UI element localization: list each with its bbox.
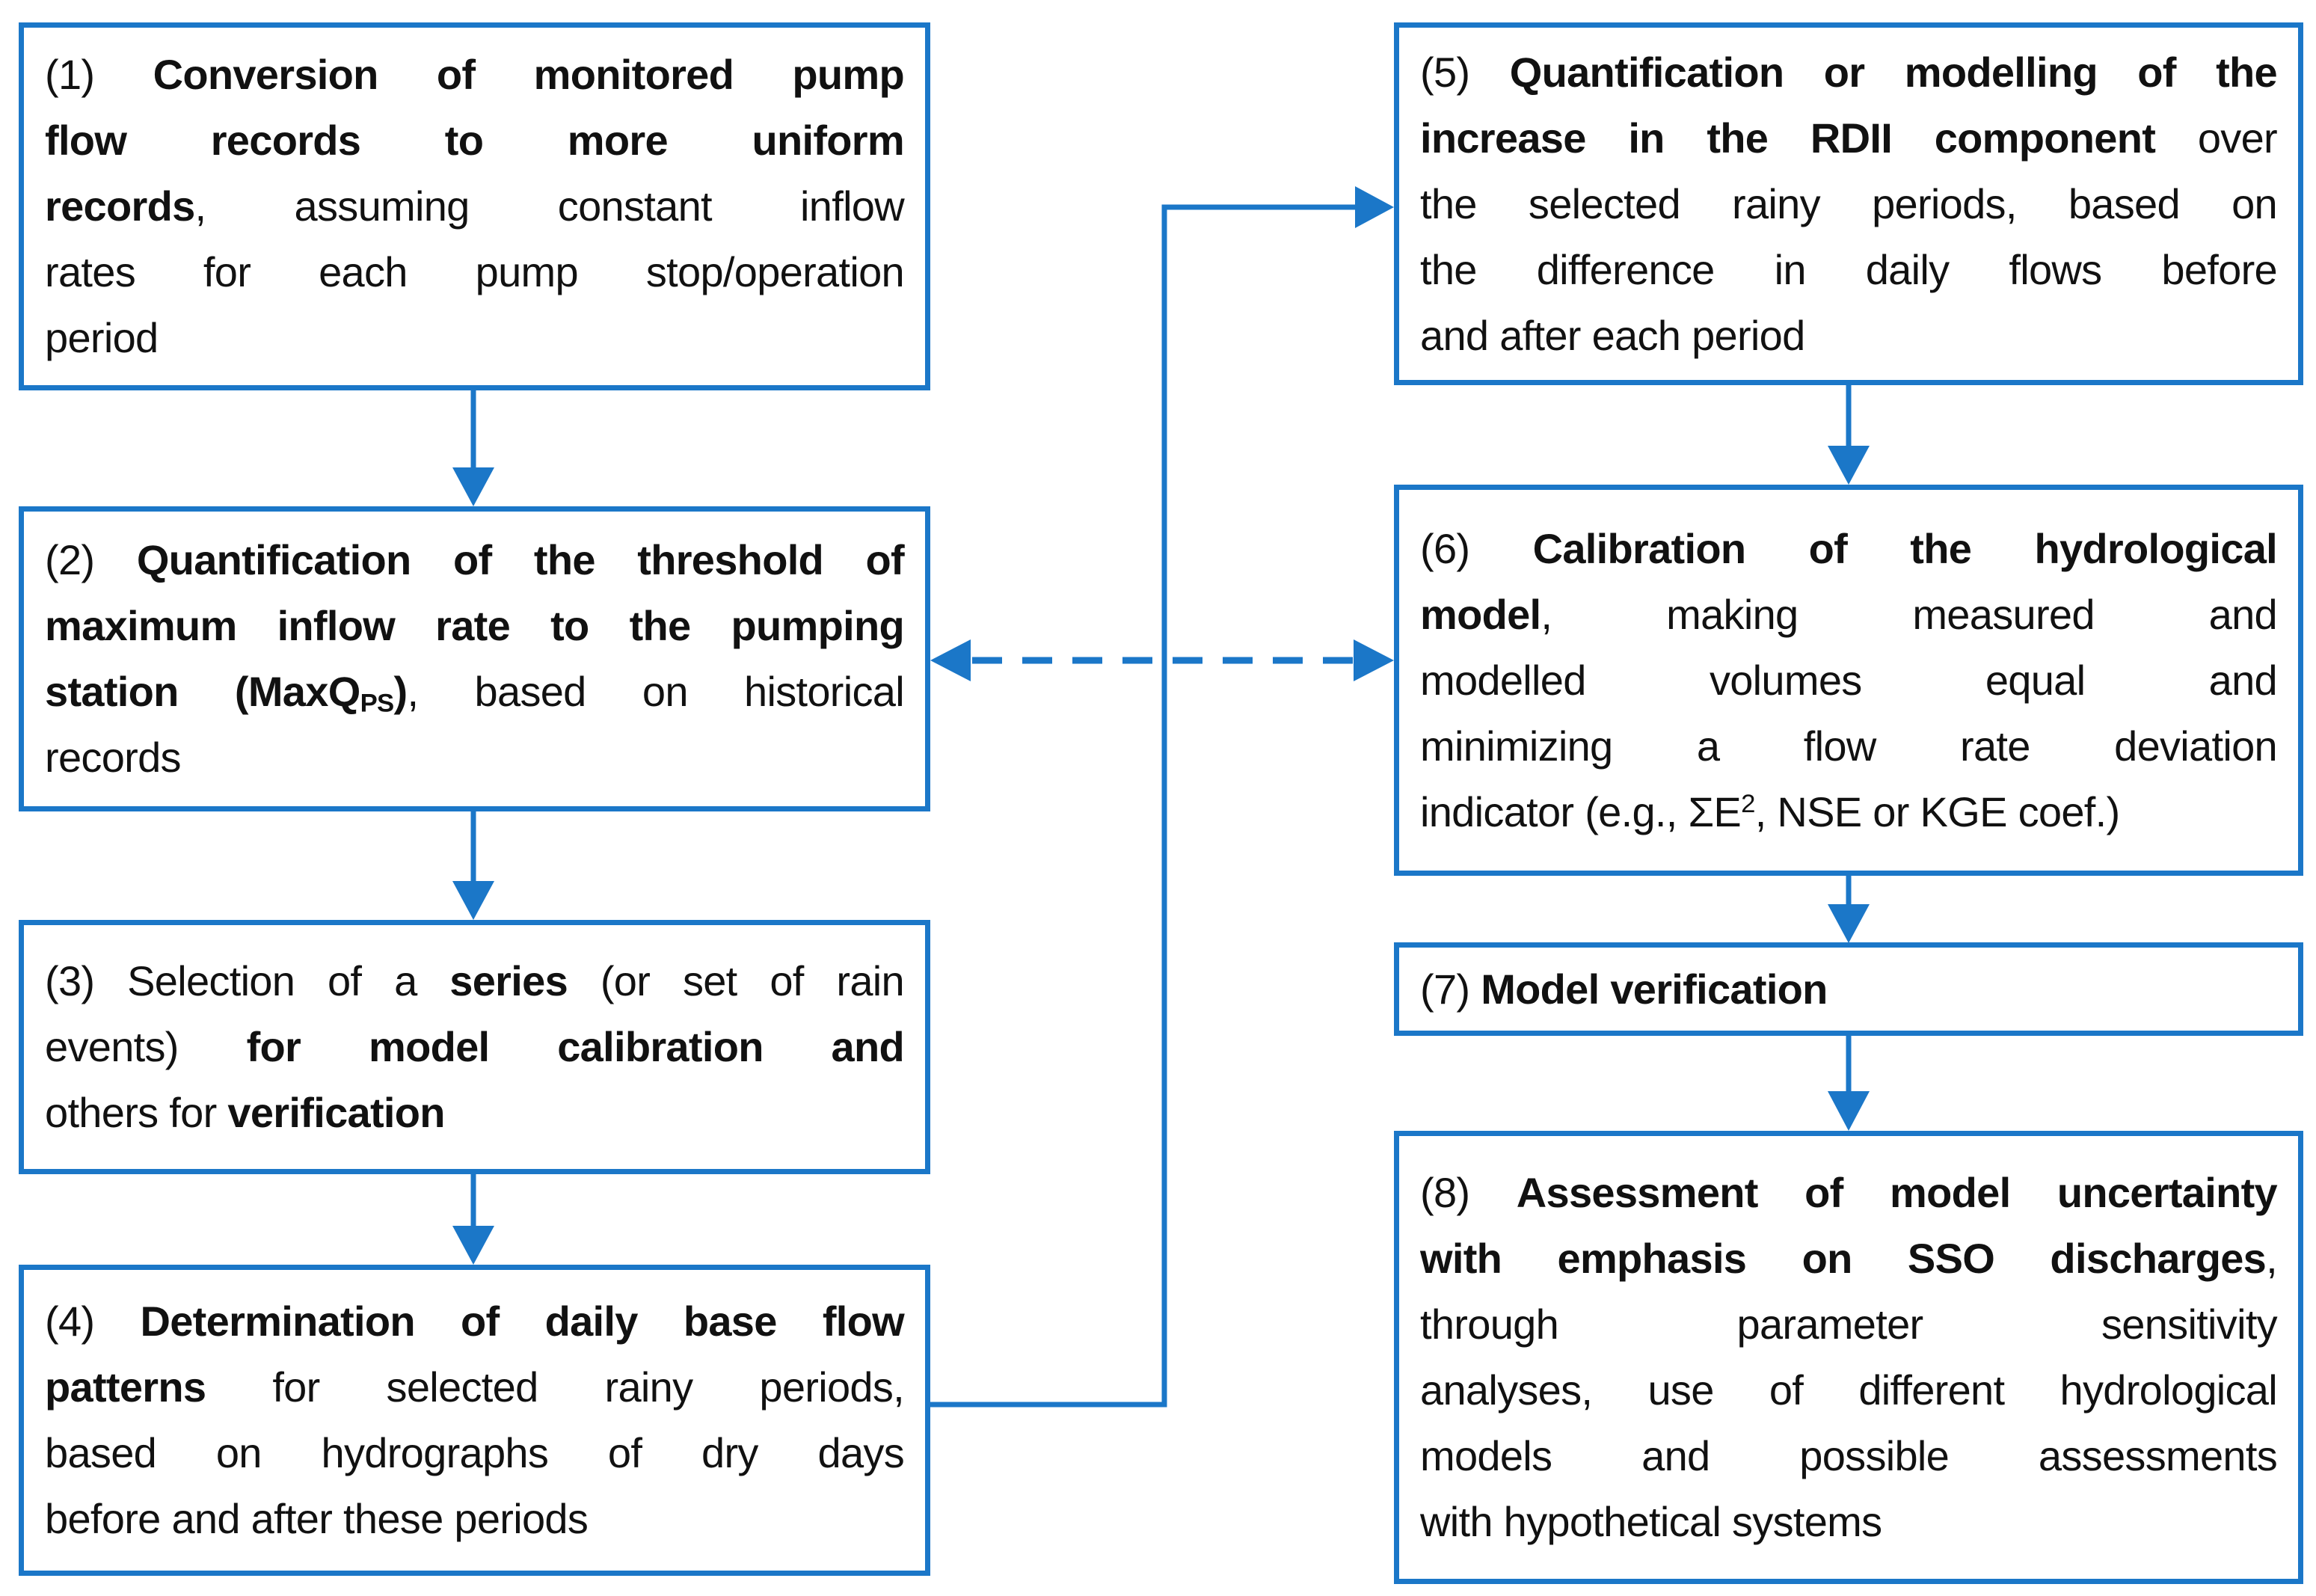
flow-box-step-7 — [1394, 942, 2303, 1036]
text-line: through parameter sensitivity — [1420, 1301, 2277, 1348]
text-line: period — [45, 314, 159, 361]
text-line: indicator (e.g., $\Sigma E^2$, NSE or KGE coef.) — [1420, 788, 2120, 835]
text-line: the difference in daily flows before — [1420, 245, 2277, 293]
flow-box-step-3 — [19, 920, 930, 1174]
arrow-down-icon — [452, 1226, 494, 1265]
text-line: flow records to more uniform — [45, 117, 904, 164]
text-line: (6) Calibration of the hydrological — [1420, 524, 2277, 572]
arrow-step2-to-step3 — [452, 811, 494, 920]
flow-box-step-6 — [1394, 485, 2303, 876]
text-line: model, making measured and — [1420, 590, 2277, 638]
text-line: records, assuming constant inflow — [45, 182, 904, 230]
text-line: others for verification — [45, 1089, 445, 1136]
arrow-left-icon — [930, 639, 971, 681]
arrow-right-icon — [1355, 186, 1394, 228]
arrow-down-icon — [1828, 1091, 1870, 1131]
flow-box-step-8 — [1394, 1131, 2303, 1584]
arrow-down-icon — [1828, 446, 1870, 485]
arrow-step4-to-step5 — [928, 186, 1394, 1405]
text-line: increase in the RDII component over — [1420, 114, 2277, 162]
text-line: the selected rainy periods, based on — [1420, 179, 2277, 227]
text-line: minimizing a flow rate deviation — [1420, 722, 2277, 770]
text-line: and after each period — [1420, 311, 1805, 359]
text-line: station (MaxQ$_{PS}$), based on historical — [45, 668, 904, 718]
arrow-down-icon — [452, 881, 494, 920]
flow-box-step-4 — [19, 1265, 930, 1576]
flow-box-step-5 — [1394, 22, 2303, 385]
text-line: rates for each pump stop/operation — [45, 248, 904, 295]
text-line: (8) Assessment of model uncertainty — [1420, 1169, 2277, 1216]
arrow-down-icon — [452, 467, 494, 506]
text-line: analyses, use of different hydrological — [1420, 1366, 2277, 1414]
text-line: modelled volumes equal and — [1420, 656, 2277, 704]
arrow-right-icon — [1354, 639, 1394, 681]
arrow-step1-to-step2 — [452, 390, 494, 506]
arrow-step6-to-step7 — [1828, 876, 1870, 943]
text-line: patterns for selected rainy periods, — [45, 1363, 904, 1411]
arrow-step3-to-step4 — [452, 1174, 494, 1265]
text-line: (1) Conversion of monitored pump — [45, 51, 904, 98]
text-line: events) for model calibration and — [45, 1023, 905, 1070]
text-line: (2) Quantification of the threshold of — [45, 536, 904, 583]
text-line: with emphasis on SSO discharges, — [1420, 1235, 2277, 1282]
text-line: maximum inflow rate to the pumping — [45, 602, 904, 649]
text-line: (4) Determination of daily base flow — [45, 1298, 904, 1345]
text-line: (7) Model verification — [1420, 965, 1828, 1013]
text-line: based on hydrographs of dry days — [45, 1429, 904, 1476]
flow-box-step-1 — [19, 22, 930, 390]
text-line: with hypothetical systems — [1420, 1498, 1882, 1545]
text-line: models and possible assessments — [1420, 1432, 2277, 1479]
text-line: records — [45, 734, 181, 781]
text-line: (3) Selection of a series (or set of rain — [45, 957, 904, 1004]
text-line: before and after these periods — [45, 1495, 589, 1542]
arrow-step5-to-step6 — [1828, 385, 1870, 485]
text-line: (5) Quantification or modelling of the — [1420, 48, 2277, 96]
flow-box-step-2 — [19, 506, 930, 811]
arrow-down-icon — [1828, 904, 1870, 943]
dashed-arrow-step2-step6 — [930, 639, 1394, 681]
arrow-step7-to-step8 — [1828, 1036, 1870, 1131]
